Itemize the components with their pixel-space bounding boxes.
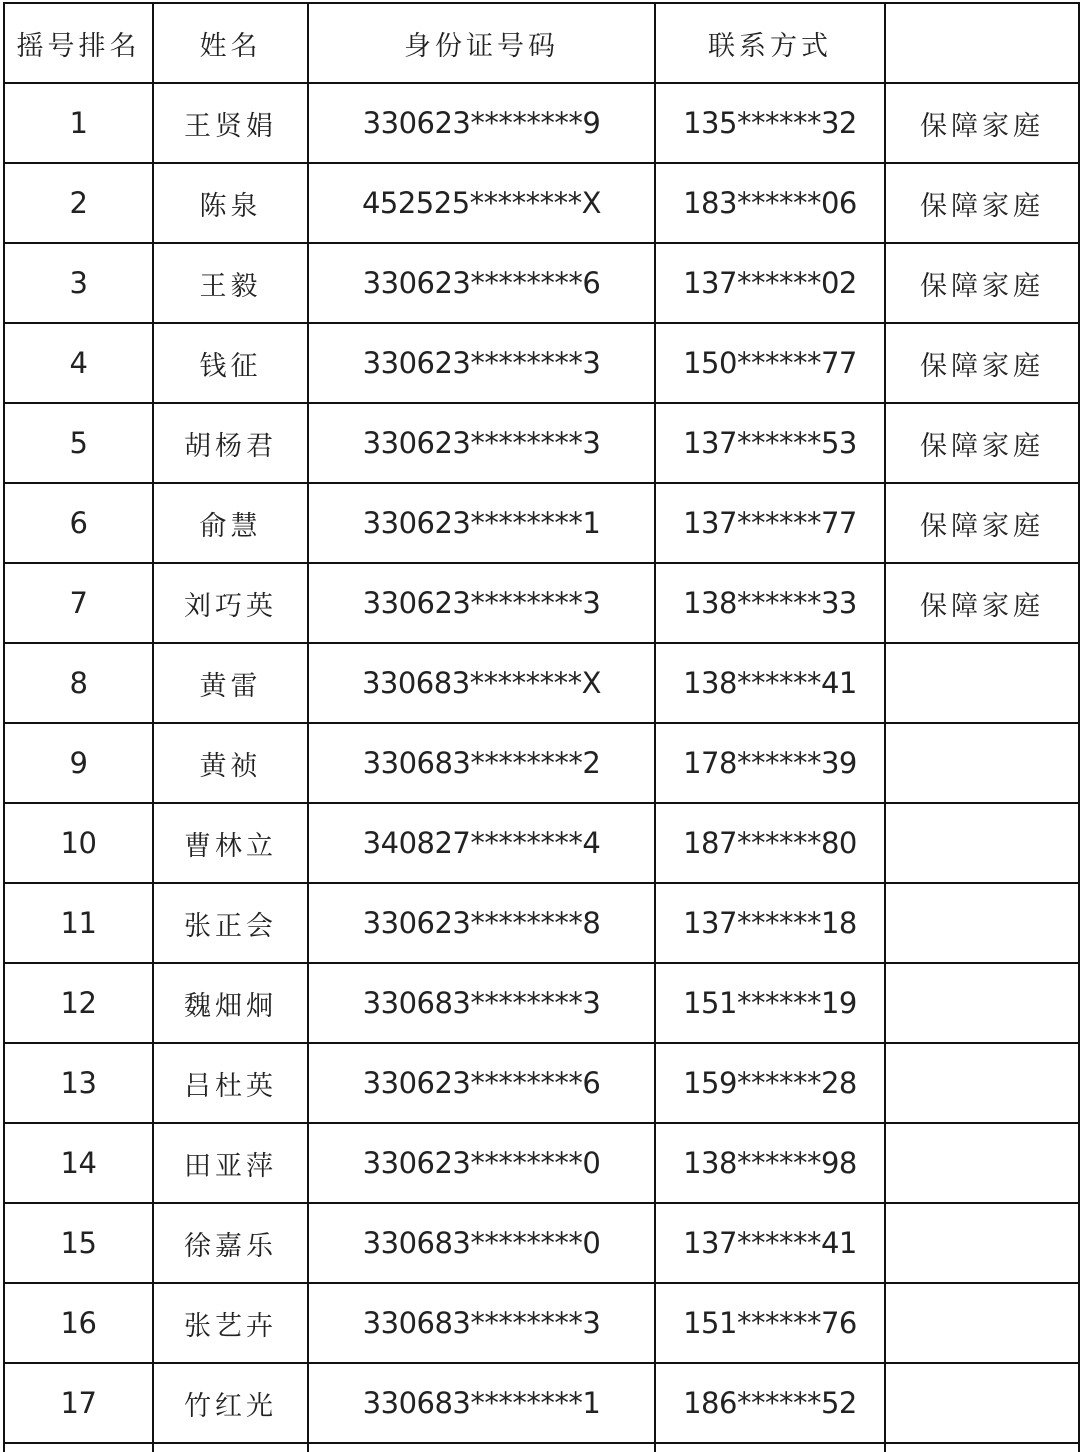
table-row-partial [4, 1443, 1079, 1452]
cell-name: 王贤娟 [153, 83, 308, 163]
cell-contact: 150******77 [655, 323, 885, 403]
cell-name: 张正会 [153, 883, 308, 963]
header-name: 姓名 [153, 3, 308, 83]
cell-rank: 9 [4, 723, 153, 803]
cell-rank: 2 [4, 163, 153, 243]
cell-rank: 4 [4, 323, 153, 403]
cell-name: 竹红光 [153, 1363, 308, 1443]
cell-contact: 183******06 [655, 163, 885, 243]
cell-name: 吕杜英 [153, 1043, 308, 1123]
cell-rank: 16 [4, 1283, 153, 1363]
cell-partial [153, 1443, 308, 1452]
table-row [4, 803, 1079, 883]
cell-name: 刘巧英 [153, 563, 308, 643]
header-id-number: 身份证号码 [308, 3, 655, 83]
cell-rank: 6 [4, 483, 153, 563]
cell-note [885, 883, 1079, 963]
cell-note: 保障家庭 [885, 323, 1079, 403]
header-contact: 联系方式 [655, 3, 885, 83]
cell-contact: 138******98 [655, 1123, 885, 1203]
table-body [4, 83, 1079, 1452]
cell-note: 保障家庭 [885, 163, 1079, 243]
table-row [4, 243, 1079, 323]
table-row [4, 1283, 1079, 1363]
table-row [4, 1123, 1079, 1203]
cell-contact: 159******28 [655, 1043, 885, 1123]
cell-id-number: 330623********1 [308, 483, 655, 563]
cell-note [885, 1203, 1079, 1283]
table-row [4, 643, 1079, 723]
cell-name: 黄雷 [153, 643, 308, 723]
cell-contact: 178******39 [655, 723, 885, 803]
cell-id-number: 330683********3 [308, 963, 655, 1043]
cell-id-number: 340827********4 [308, 803, 655, 883]
cell-name: 魏畑炯 [153, 963, 308, 1043]
cell-id-number: 330623********3 [308, 403, 655, 483]
table-row [4, 403, 1079, 483]
cell-contact: 186******52 [655, 1363, 885, 1443]
cell-name: 张艺卉 [153, 1283, 308, 1363]
cell-id-number: 330683********1 [308, 1363, 655, 1443]
cell-contact: 137******18 [655, 883, 885, 963]
cell-contact: 135******32 [655, 83, 885, 163]
table-row [4, 483, 1079, 563]
cell-note: 保障家庭 [885, 403, 1079, 483]
cell-note [885, 963, 1079, 1043]
cell-id-number: 330683********3 [308, 1283, 655, 1363]
table-row [4, 963, 1079, 1043]
cell-id-number: 330623********3 [308, 563, 655, 643]
cell-rank: 13 [4, 1043, 153, 1123]
cell-contact: 151******19 [655, 963, 885, 1043]
cell-contact: 151******76 [655, 1283, 885, 1363]
cell-partial [308, 1443, 655, 1452]
cell-rank: 8 [4, 643, 153, 723]
cell-name: 黄祯 [153, 723, 308, 803]
cell-note [885, 803, 1079, 883]
cell-note [885, 1283, 1079, 1363]
cell-note [885, 1363, 1079, 1443]
cell-rank: 1 [4, 83, 153, 163]
cell-rank: 5 [4, 403, 153, 483]
table-header-row [4, 3, 1079, 83]
table-row [4, 1043, 1079, 1123]
cell-id-number: 330683********0 [308, 1203, 655, 1283]
cell-contact: 138******41 [655, 643, 885, 723]
cell-note [885, 1123, 1079, 1203]
cell-rank: 14 [4, 1123, 153, 1203]
cell-contact: 187******80 [655, 803, 885, 883]
cell-note [885, 723, 1079, 803]
cell-contact: 137******53 [655, 403, 885, 483]
table-row [4, 1363, 1079, 1443]
cell-partial [885, 1443, 1079, 1452]
cell-note: 保障家庭 [885, 483, 1079, 563]
cell-rank: 11 [4, 883, 153, 963]
cell-id-number: 330623********6 [308, 243, 655, 323]
table-row [4, 1203, 1079, 1283]
cell-id-number: 330623********6 [308, 1043, 655, 1123]
cell-name: 田亚萍 [153, 1123, 308, 1203]
cell-name: 陈泉 [153, 163, 308, 243]
cell-rank: 17 [4, 1363, 153, 1443]
cell-name: 胡杨君 [153, 403, 308, 483]
table-row [4, 323, 1079, 403]
header-rank: 摇号排名 [4, 3, 153, 83]
cell-note: 保障家庭 [885, 563, 1079, 643]
cell-id-number: 330623********9 [308, 83, 655, 163]
cell-id-number: 330623********8 [308, 883, 655, 963]
cell-id-number: 452525********X [308, 163, 655, 243]
cell-name: 钱征 [153, 323, 308, 403]
table-row [4, 883, 1079, 963]
cell-partial [655, 1443, 885, 1452]
cell-note: 保障家庭 [885, 243, 1079, 323]
header-note [885, 3, 1079, 83]
cell-note [885, 1043, 1079, 1123]
table-row [4, 723, 1079, 803]
cell-name: 徐嘉乐 [153, 1203, 308, 1283]
cell-rank: 12 [4, 963, 153, 1043]
cell-partial [4, 1443, 153, 1452]
cell-id-number: 330623********3 [308, 323, 655, 403]
cell-rank: 10 [4, 803, 153, 883]
table-row [4, 563, 1079, 643]
cell-contact: 137******02 [655, 243, 885, 323]
table-row [4, 163, 1079, 243]
cell-id-number: 330683********2 [308, 723, 655, 803]
cell-contact: 138******33 [655, 563, 885, 643]
cell-contact: 137******41 [655, 1203, 885, 1283]
cell-id-number: 330683********X [308, 643, 655, 723]
cell-name: 曹林立 [153, 803, 308, 883]
cell-note: 保障家庭 [885, 83, 1079, 163]
cell-name: 王毅 [153, 243, 308, 323]
lottery-results-table [3, 2, 1080, 1452]
table-row [4, 83, 1079, 163]
cell-id-number: 330623********0 [308, 1123, 655, 1203]
cell-rank: 3 [4, 243, 153, 323]
cell-rank: 15 [4, 1203, 153, 1283]
cell-note [885, 643, 1079, 723]
cell-contact: 137******77 [655, 483, 885, 563]
cell-name: 俞慧 [153, 483, 308, 563]
cell-rank: 7 [4, 563, 153, 643]
